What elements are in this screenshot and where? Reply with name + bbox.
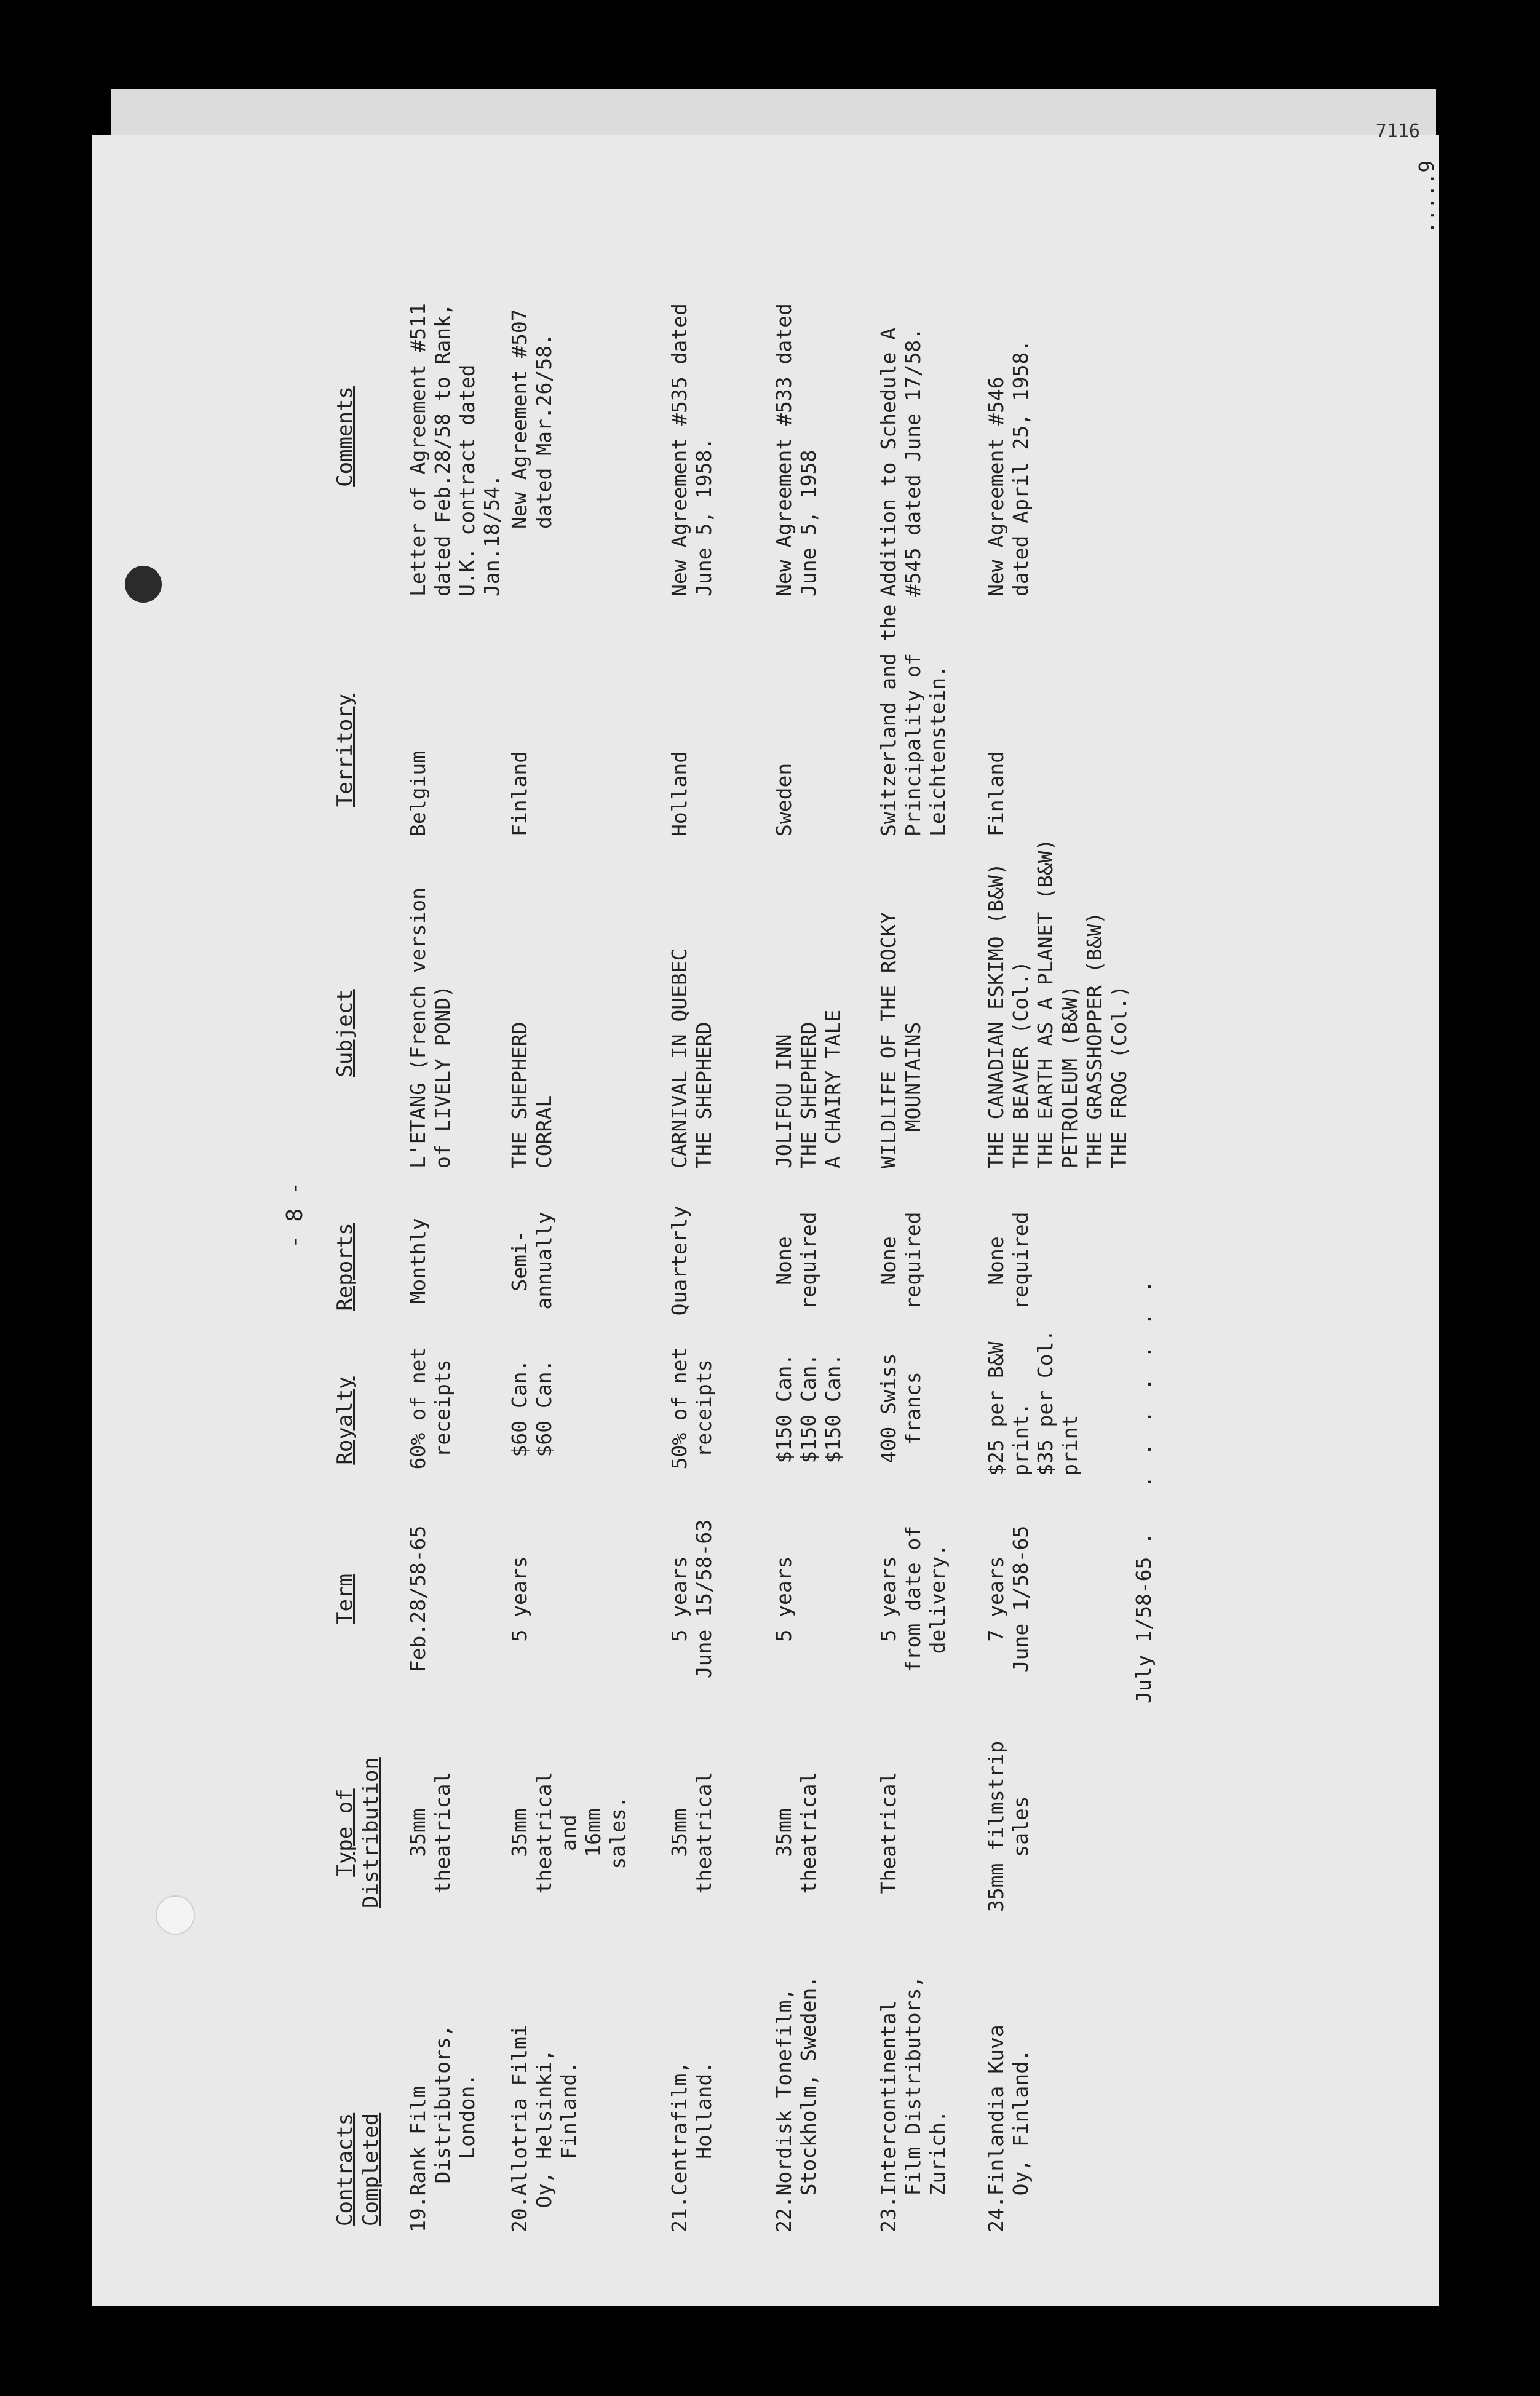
row-23-reports: None required xyxy=(876,1212,925,1310)
leader-dots: . . . . . . . xyxy=(1132,1276,1157,1488)
row-22-contract: 22.Nordisk Tonefilm, Stockholm, Sweden. xyxy=(772,1975,820,2232)
header-subject: Subject xyxy=(333,989,357,1077)
next-page-marker: .....9 xyxy=(1415,160,1439,234)
row-19-reports: Monthly xyxy=(406,1218,430,1304)
row-19-territory: Belgium xyxy=(406,750,430,836)
header-comments: Comments xyxy=(333,386,357,487)
row-23-term: 5 years from date of delivery. xyxy=(876,1525,950,1673)
row-24-subject: THE CANADIAN ESKIMO (B&W) THE BEAVER (Col.) THE EARTH AS A PLANET (B&W) PETROLEUM (B&W) THE GRASSHOPPER (B&W) THE FROG (Col.) xyxy=(984,838,1131,1168)
row-21-reports: Quarterly xyxy=(667,1205,691,1316)
row-20-comments: New Agreement #507 dated Mar.26/58. xyxy=(507,309,556,529)
page-number: - 8 - xyxy=(282,1181,308,1248)
row-23-subject: WILDLIFE OF THE ROCKY MOUNTAINS xyxy=(876,911,925,1168)
row-21-comments: New Agreement #535 dated June 5, 1958. xyxy=(667,303,716,597)
rotated-table xyxy=(282,111,1540,2245)
row-21-territory: Holland xyxy=(667,750,691,836)
row-21-contract: 21.Centrafilm, Holland. xyxy=(667,2061,716,2232)
row-23-royalty: 400 Swiss francs xyxy=(876,1353,925,1464)
row-22-type: 35mm theatrical xyxy=(772,1771,820,1894)
header-territory: Territory xyxy=(333,693,357,807)
row-24-reports: None required xyxy=(984,1212,1033,1310)
row-24-territory: Finland xyxy=(984,750,1008,836)
corner-page-mark: 7116 xyxy=(1375,121,1420,142)
row-24-term: 7 years June 1/58-65 xyxy=(984,1525,1033,1673)
row-21-subject: CARNIVAL IN QUEBEC THE SHEPHERD xyxy=(667,948,716,1168)
row-22-subject: JOLIFOU INN THE SHEPHERD A CHAIRY TALE xyxy=(772,1009,845,1168)
row-23-territory: Switzerland and the Principality of Leichtenstein. xyxy=(876,604,950,836)
row-22-comments: New Agreement #533 dated June 5, 1958 xyxy=(772,303,820,597)
row-22-royalty: $150 Can. $150 Can. $150 Can. xyxy=(772,1353,845,1464)
row-19-contract: 19.Rank Film Distributors, London. xyxy=(406,2025,479,2232)
row-19-term: Feb.28/58-65 xyxy=(406,1525,430,1673)
row-19-royalty: 60% of net receipts xyxy=(406,1347,454,1470)
header-royalty: Royalty xyxy=(333,1376,357,1465)
row-20-term: 5 years xyxy=(507,1556,531,1642)
row-19-type: 35mm theatrical xyxy=(406,1771,454,1894)
row-24-comments: New Agreement #546 dated April 25, 1958. xyxy=(984,339,1033,597)
row-20-royalty: $60 Can. $60 Can. xyxy=(507,1359,556,1458)
punch-hole-top xyxy=(125,566,162,603)
row-23-contract: 23.Intercontinental Film Distributors, Zurich. xyxy=(876,1975,950,2232)
row-21-term: 5 years June 15/58-63 xyxy=(667,1519,716,1679)
row-22-territory: Sweden xyxy=(772,763,796,836)
punch-hole-bottom xyxy=(156,1895,195,1935)
row-22-term: 5 years xyxy=(772,1556,796,1642)
header-contracts: Contracts Completed xyxy=(333,2112,383,2226)
row-21-type: 35mm theatrical xyxy=(667,1771,716,1894)
row-19-subject: L'ETANG (French version of LIVELY POND) xyxy=(406,887,454,1168)
header-reports: Reports xyxy=(333,1223,357,1311)
header-type: Type of Distribution xyxy=(333,1757,383,1908)
row-20-territory: Finland xyxy=(507,750,531,836)
footer-term: July 1/58-65 . xyxy=(1132,1532,1156,1704)
row-22-reports: None required xyxy=(772,1212,820,1310)
row-20-reports: Semi- annually xyxy=(507,1212,556,1310)
row-23-comments: Addition to Schedule A #545 dated June 17/58. xyxy=(876,327,925,597)
row-24-contract: 24.Finlandia Kuva Oy, Finland. xyxy=(984,2025,1033,2232)
row-21-royalty: 50% of net receipts xyxy=(667,1347,716,1470)
row-23-type: Theatrical xyxy=(876,1771,900,1894)
row-20-type: 35mm theatrical and 16mm sales. xyxy=(507,1771,630,1894)
row-24-royalty: $25 per B&W print. $35 per Col. print xyxy=(984,1329,1082,1476)
header-term: Term xyxy=(333,1574,357,1624)
row-24-type: 35mm filmstrip sales xyxy=(984,1740,1033,1913)
row-20-contract: 20.Allotria Filmi Oy, Helsinki, Finland. xyxy=(507,2025,581,2232)
row-19-comments: Letter of Agreement #511 dated Feb.28/58 to Rank, U.K. contract dated Jan.18/54. xyxy=(406,303,504,597)
row-20-subject: THE SHEPHERD CORRAL xyxy=(507,1021,556,1168)
